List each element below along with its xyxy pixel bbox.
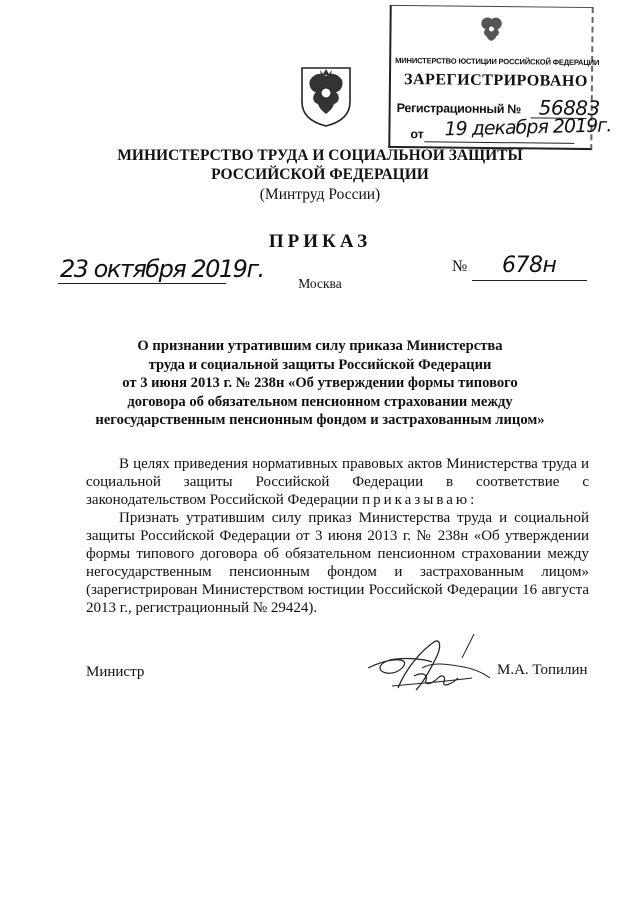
stamp-emblem-icon — [476, 13, 506, 45]
ministry-name-line2: РОССИЙСКОЙ ФЕДЕРАЦИИ — [211, 166, 429, 183]
ministry-name — [90, 146, 550, 184]
handwritten-signature-icon — [362, 628, 492, 706]
order-title-line: О признании утратившим силу приказа Министерства — [137, 338, 503, 354]
coat-of-arms-icon — [296, 62, 356, 128]
order-number-underline — [472, 280, 587, 281]
stamp-ministry-name: МИНИСТЕРСТВО ЮСТИЦИИ РОССИЙСКОЙ ФЕДЕРАЦИИ — [395, 55, 600, 68]
stamp-registration-label: Регистрационный № — [396, 101, 522, 117]
order-title-line: негосударственным пенсионным фондом и застрахованным лицом» — [95, 412, 545, 428]
preamble-paragraph — [86, 455, 589, 509]
ministry-short-name: (Минтруд России) — [259, 186, 381, 203]
ministry-name-line1: МИНИСТЕРСТВО ТРУДА И СОЦИАЛЬНОЙ ЗАЩИТЫ — [117, 147, 523, 164]
operative-paragraph: Признать утратившим силу приказ Министерства труда и социальной защиты Российской Федерации от 3 июня 2013 г. № 238н «Об утверждении формы типового договора об обязательном пенсионном страховании между негосударственным пенсионным фондом и застрахованным лицом» (зарегистрирован Министерством юстиции Российской Федерации 16 августа 2013 г., регистрационный № 29424). — [86, 510, 589, 616]
stamp-date-prefix: от — [410, 127, 424, 142]
order-title-line: от 3 июня 2013 г. № 238н «Об утверждении формы типового — [122, 375, 518, 391]
registration-stamp — [388, 5, 612, 150]
order-date: 23 октября 2019г. — [60, 255, 264, 283]
order-number-sign: № — [452, 258, 468, 275]
order-city: Москва — [298, 276, 342, 291]
preamble-text: В целях приведения нормативных правовых актов Министерства труда и социальной защиты Российской Федерации в соответствие с законодательством Российской Федерации — [86, 456, 589, 508]
stamp-registration-date: 19 декабря 2019г. — [444, 114, 612, 141]
document-type-heading: ПРИКАЗ — [268, 231, 372, 252]
stamp-registration-number: 56883 — [538, 95, 600, 121]
order-title-line: труда и социальной защиты Российской Федерации — [148, 356, 492, 373]
order-date-underline — [58, 283, 226, 284]
signatory-name: М.А. Топилин — [497, 662, 588, 678]
signatory-position: Министр — [86, 664, 145, 680]
order-number: 678н — [502, 253, 557, 278]
order-title — [88, 337, 552, 430]
stamp-registered-label: ЗАРЕГИСТРИРОВАНО — [404, 71, 588, 91]
order-body — [86, 455, 589, 617]
stamp-date-underline — [424, 141, 574, 144]
order-title-line: договора об обязательном пенсионном страховании между — [127, 393, 513, 410]
order-verb: приказываю: — [362, 492, 478, 508]
